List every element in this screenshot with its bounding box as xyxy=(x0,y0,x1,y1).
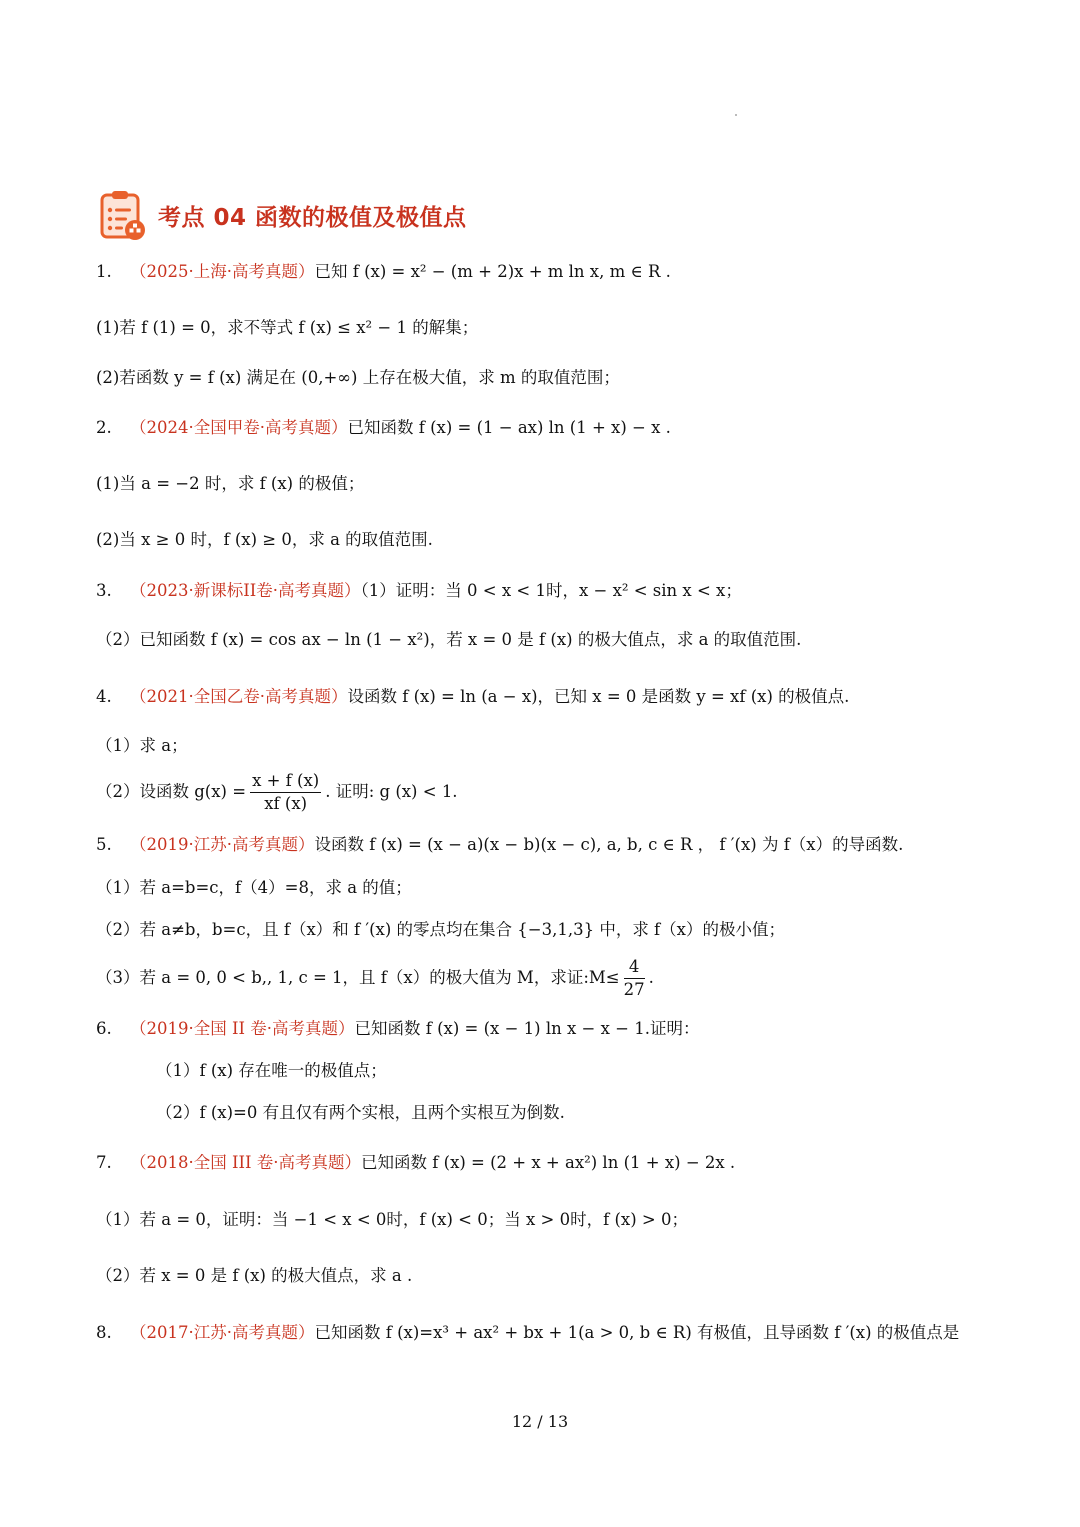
problem-stem: （1）证明：当 0 < x < 1时，x − x² < sin x < x； xyxy=(360,581,742,600)
problem-source: （2019·江苏·高考真题） xyxy=(130,835,315,854)
speck xyxy=(735,114,737,116)
problem-stem: 已知函数 f (x)=x³ + ax² + bx + 1(a > 0, b ∈ R) 有极值，且导函数 f ′(x) 的极值点是 xyxy=(314,1323,960,1342)
problem-3: 3. （2023·新课标II卷·高考真题）（1）证明：当 0 < x < 1时，x − x² < sin x < x； xyxy=(96,581,742,600)
problem-4: 4. （2021·全国乙卷·高考真题）设函数 f (x) = ln (a − x)，已知 x = 0 是函数 y = xf (x) 的极值点. xyxy=(96,687,850,706)
problem-source: （2019·全国 II 卷·高考真题） xyxy=(130,1019,355,1038)
problem-stem: 已知 f (x) = x² − (m + 2)x + m ln x, m ∈ R . xyxy=(314,262,671,281)
problem-stem: 已知函数 f (x) = (x − 1) ln x − x − 1.证明： xyxy=(354,1019,700,1038)
problem-3-part-2: （2）已知函数 f (x) = cos ax − ln (1 − x²)，若 x = 0 是 f (x) 的极大值点，求 a 的取值范围. xyxy=(96,630,802,649)
fraction: $\frac{4}{27}$ xyxy=(623,957,645,999)
problem-5: 5. （2019·江苏·高考真题）设函数 f (x) = (x − a)(x − b)(x − c), a, b, c ∈ R ， f ′(x) 为 f（x）的导函数. xyxy=(96,835,904,854)
problem-stem: 已知函数 f (x) = (1 − ax) ln (1 + x) − x . xyxy=(347,418,671,437)
problem-1: 1. （2025·上海·高考真题）已知 f (x) = x² − (m + 2)x + m ln x, m ∈ R . xyxy=(96,262,671,281)
problem-7-part-2: （2）若 x = 0 是 f (x) 的极大值点，求 a . xyxy=(96,1266,413,1285)
problem-2-part-1: (1)当 a = −2 时，求 f (x) 的极值； xyxy=(96,474,365,493)
problem-source: （2017·江苏·高考真题） xyxy=(130,1323,315,1342)
section-heading xyxy=(98,188,467,242)
problem-1-part-1: (1)若 f (1) = 0，求不等式 f (x) ≤ x² − 1 的解集； xyxy=(96,318,479,337)
problem-5-part-2: （2）若 a≠b，b=c，且 f（x）和 f ′(x) 的零点均在集合 {−3,1,3} 中，求 f（x）的极小值； xyxy=(96,920,785,939)
problem-stem: 设函数 f (x) = (x − a)(x − b)(x − c), a, b, c ∈ R ， f ′(x) 为 f（x）的导函数. xyxy=(314,835,904,854)
problem-4-part-1: （1）求 a； xyxy=(96,736,188,755)
problem-5-part-3: （3）若 a = 0, 0 < b,, 1, c = 1，且 f（x）的极大值为 M，求证:M≤ $\frac{4}{27}$ . xyxy=(96,957,654,999)
problem-source: （2021·全国乙卷·高考真题） xyxy=(130,687,348,706)
problem-7: 7. （2018·全国 III 卷·高考真题）已知函数 f (x) = (2 + x + ax²) ln (1 + x) − 2x . xyxy=(96,1153,736,1172)
problem-6-part-2: （2）f (x)=0 有且仅有两个实根，且两个实根互为倒数. xyxy=(156,1103,565,1122)
problem-2: 2. （2024·全国甲卷·高考真题）已知函数 f (x) = (1 − ax) ln (1 + x) − x . xyxy=(96,418,671,437)
problem-6: 6. （2019·全国 II 卷·高考真题）已知函数 f (x) = (x − 1) ln x − x − 1.证明： xyxy=(96,1019,700,1038)
problem-1-part-2: (2)若函数 y = f (x) 满足在 (0,+∞) 上存在极大值，求 m 的取值范围； xyxy=(96,368,620,387)
problem-5-part-1: （1）若 a=b=c，f（4）=8，求 a 的值； xyxy=(96,878,412,897)
problem-2-part-2: (2)当 x ≥ 0 时，f (x) ≥ 0，求 a 的取值范围. xyxy=(96,530,433,549)
section-title: 考点 04 函数的极值及极值点 xyxy=(158,204,467,231)
problem-stem: 设函数 f (x) = ln (a − x)，已知 x = 0 是函数 y = xf (x) 的极值点. xyxy=(347,687,850,706)
fraction: $\frac{x + f (x)}{xf (x)}$ xyxy=(252,771,320,813)
problem-source: （2024·全国甲卷·高考真题） xyxy=(130,418,348,437)
problem-4-part-2: （2）设函数 g(x) = $\frac{x + f (x)}{xf (x)}$ . 证明: g (x) < 1. xyxy=(96,771,458,813)
problem-6-part-1: （1）f (x) 存在唯一的极值点； xyxy=(156,1061,387,1080)
problem-8: 8. （2017·江苏·高考真题）已知函数 f (x)=x³ + ax² + bx + 1(a > 0, b ∈ R) 有极值，且导函数 f ′(x) 的极值点是 xyxy=(96,1323,960,1342)
problem-source: （2023·新课标II卷·高考真题） xyxy=(130,581,361,600)
problem-stem: 已知函数 f (x) = (2 + x + ax²) ln (1 + x) − 2x . xyxy=(361,1153,736,1172)
clipboard-list-icon xyxy=(98,188,148,242)
problem-source: （2018·全国 III 卷·高考真题） xyxy=(130,1153,362,1172)
problem-7-part-1: （1）若 a = 0，证明：当 −1 < x < 0时，f (x) < 0；当 x > 0时，f (x) > 0； xyxy=(96,1210,688,1229)
problem-source: （2025·上海·高考真题） xyxy=(130,262,315,281)
page-number: 12 / 13 xyxy=(511,1412,569,1431)
